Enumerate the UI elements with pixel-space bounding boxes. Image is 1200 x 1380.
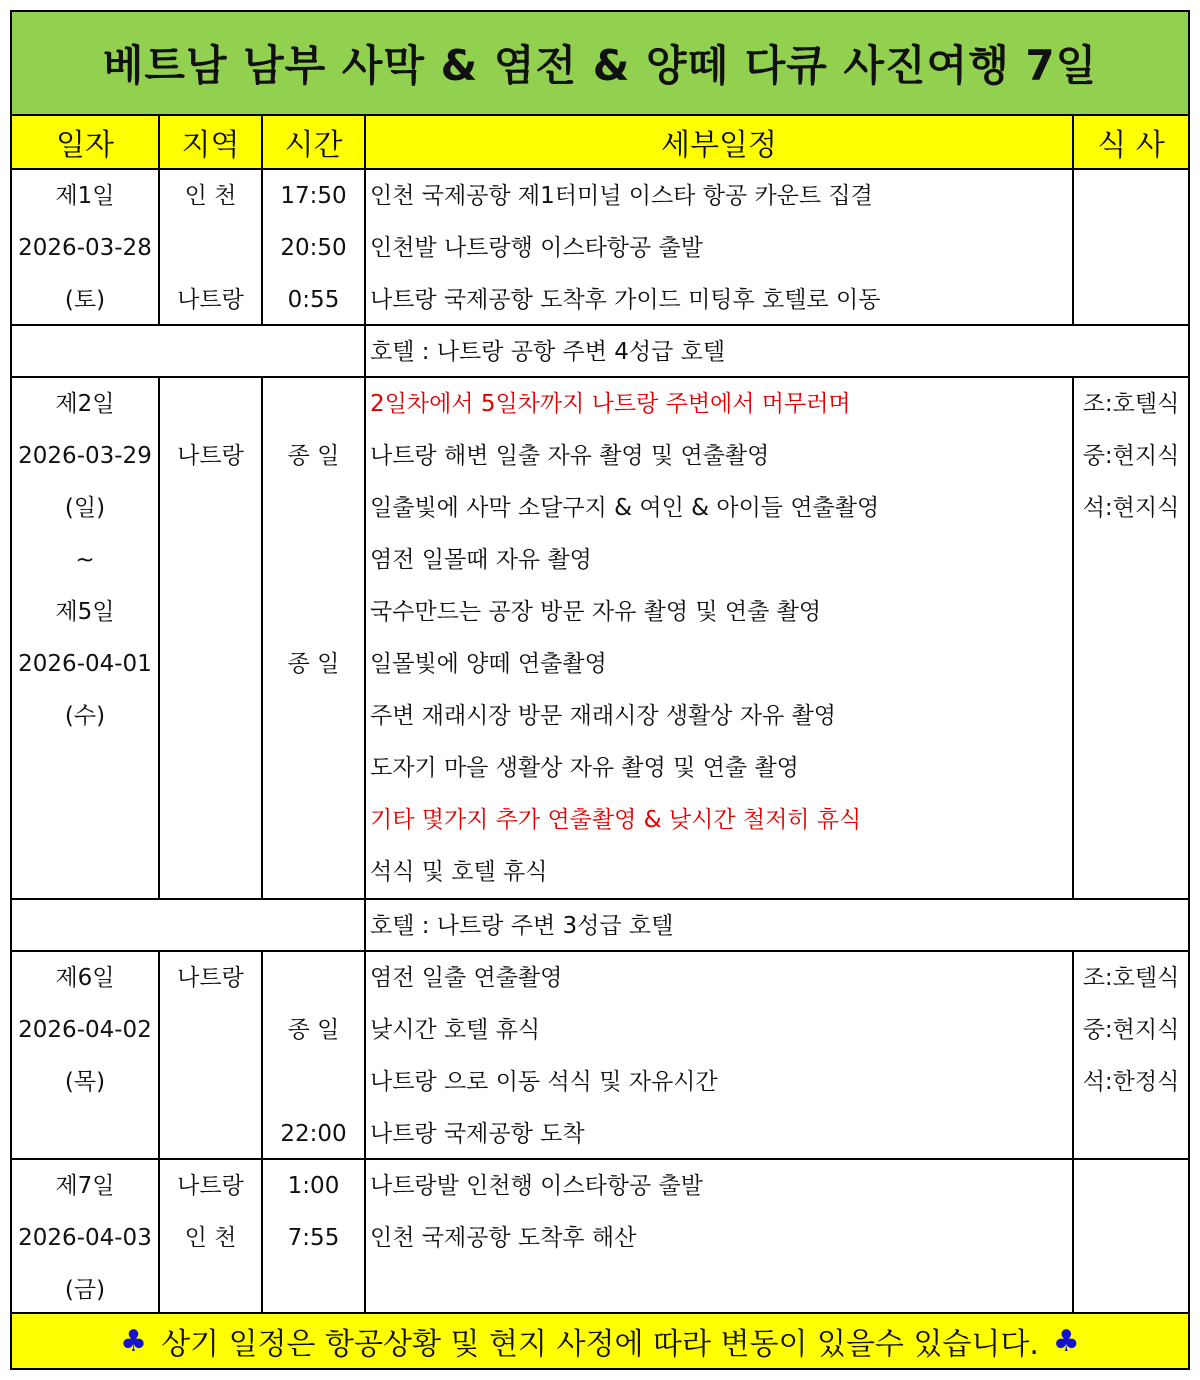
divider	[1072, 116, 1074, 326]
day1-time-1: 17:50	[280, 183, 347, 209]
day2-item-1: 2일차에서 5일차까지 나트랑 주변에서 머무러며	[370, 391, 851, 417]
day2-item-6: 일몰빛에 양떼 연출촬영	[370, 651, 607, 677]
day2-time-2: 종 일	[287, 651, 340, 677]
day2-item-2: 나트랑 해변 일출 자유 촬영 및 연출촬영	[370, 443, 770, 469]
day7-time-2: 7:55	[287, 1225, 340, 1251]
day2-item-4: 염전 일몰때 자유 촬영	[370, 547, 592, 573]
day6-meal-breakfast: 조:호텔식	[1082, 965, 1180, 991]
day2-hotel: 호텔 : 나트랑 주변 3성급 호텔	[370, 913, 674, 939]
day7-time-1: 1:00	[287, 1173, 340, 1199]
day2-range-sep: ~	[75, 547, 95, 573]
day5-date: 2026-04-01	[18, 651, 152, 677]
day1-region-2: 나트랑	[177, 287, 244, 313]
day2-date: 2026-03-29	[18, 443, 152, 469]
footer-notice	[12, 1312, 1188, 1368]
header-details: 세부일정	[661, 128, 777, 163]
day5-label: 제5일	[55, 599, 115, 625]
day2-item-9: 기타 몇가지 추가 연출촬영 & 낮시간 철저히 휴식	[370, 807, 862, 833]
day7-date: 2026-04-03	[18, 1225, 152, 1251]
day6-item-3: 나트랑 으로 이동 석식 및 자유시간	[370, 1069, 718, 1095]
day6-item-1: 염전 일출 연출촬영	[370, 965, 563, 991]
page-title: 베트남 남부 사막 & 염전 & 양떼 다큐 사진여행 7일	[12, 12, 1188, 116]
day6-weekday: (목)	[64, 1069, 106, 1095]
footer-text: 상기 일정은 항공상황 및 현지 사정에 따라 변동이 있을수 있습니다.	[161, 1327, 1039, 1362]
day1-time-2: 20:50	[280, 235, 347, 261]
header-region: 지역	[181, 128, 240, 163]
day7-weekday: (금)	[64, 1277, 106, 1303]
day6-time-1: 종 일	[287, 1017, 340, 1043]
day2-item-5: 국수만드는 공장 방문 자유 촬영 및 연출 촬영	[370, 599, 822, 625]
day2-time-1: 종 일	[287, 443, 340, 469]
day1-hotel: 호텔 : 나트랑 공항 주변 4성급 호텔	[370, 339, 726, 365]
day1-time-3: 0:55	[287, 287, 340, 313]
day7-region-2: 인 천	[184, 1225, 237, 1251]
day1-region-1: 인 천	[184, 183, 237, 209]
day6-meal-lunch: 중:현지식	[1082, 1017, 1180, 1043]
header-meals: 식 사	[1097, 128, 1165, 163]
day2-item-8: 도자기 마을 생활상 자유 촬영 및 연출 촬영	[370, 755, 799, 781]
day2-label: 제2일	[55, 391, 115, 417]
day2-meal-lunch: 중:현지식	[1082, 443, 1180, 469]
day1-item-2: 인천발 나트랑행 이스타항공 출발	[370, 235, 703, 261]
day2-region: 나트랑	[177, 443, 244, 469]
itinerary-table	[10, 10, 1190, 1370]
day6-item-4: 나트랑 국제공항 도착	[370, 1121, 585, 1147]
header-date: 일자	[56, 128, 114, 163]
day2-item-10: 석식 및 호텔 휴식	[370, 859, 548, 885]
day7-item-1: 나트랑발 인천행 이스타항공 출발	[370, 1173, 703, 1199]
day2-item-3: 일출빛에 사막 소달구지 & 여인 & 아이들 연출촬영	[370, 495, 880, 521]
day1-item-3: 나트랑 국제공항 도착후 가이드 미팅후 호텔로 이동	[370, 287, 881, 313]
divider	[364, 116, 366, 1312]
day6-time-2: 22:00	[280, 1121, 347, 1147]
day1-label: 제1일	[55, 183, 115, 209]
day7-region-1: 나트랑	[177, 1173, 244, 1199]
table-header	[12, 116, 1188, 170]
day1-item-1: 인천 국제공항 제1터미널 이스타 항공 카운트 집결	[370, 183, 873, 209]
header-time: 시간	[284, 128, 343, 163]
day6-date: 2026-04-02	[18, 1017, 152, 1043]
day1-date: 2026-03-28	[18, 235, 152, 261]
day6-region: 나트랑	[177, 965, 244, 991]
day6-item-2: 낮시간 호텔 휴식	[370, 1017, 541, 1043]
day6-label: 제6일	[55, 965, 115, 991]
day1-weekday: (토)	[64, 287, 106, 313]
day2-item-7: 주변 재래시장 방문 재래시장 생활상 자유 촬영	[370, 703, 837, 729]
day2-weekday: (일)	[64, 495, 106, 521]
day7-item-2: 인천 국제공항 도착후 해산	[370, 1225, 637, 1251]
club-icon: ♣	[1052, 1323, 1080, 1359]
day6-meal-dinner: 석:한정식	[1082, 1069, 1180, 1095]
club-icon: ♣	[120, 1323, 148, 1359]
day7-label: 제7일	[55, 1173, 115, 1199]
day2-meal-breakfast: 조:호텔식	[1082, 391, 1180, 417]
day5-weekday: (수)	[64, 703, 106, 729]
day2-meal-dinner: 석:현지식	[1082, 495, 1180, 521]
